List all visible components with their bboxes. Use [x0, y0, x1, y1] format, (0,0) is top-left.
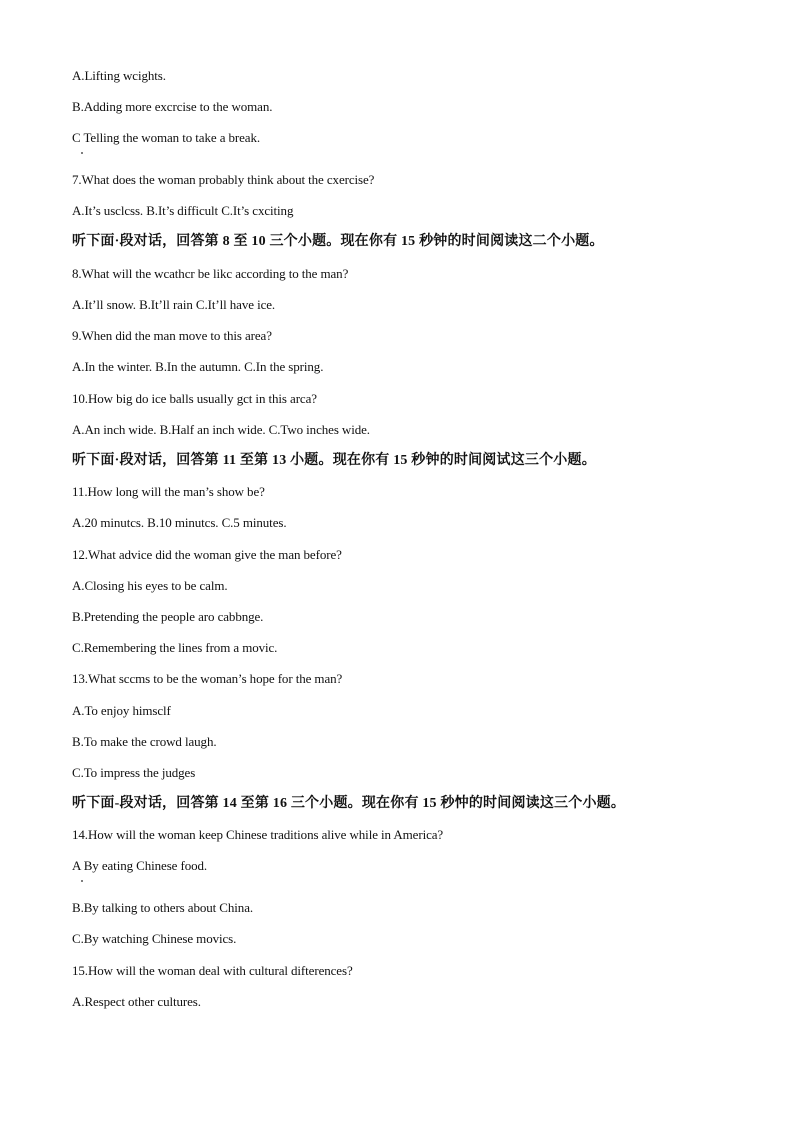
option-15a: A.Respect other cultures.	[72, 994, 201, 1009]
section-heading-11-13: 听下面·段对话，回答第 11 至第 13 小题。现在你有 15 秒钟的时间阅试这三个小题。	[72, 453, 596, 468]
scan-speck	[81, 152, 83, 154]
question-7: 7.What does the woman probably think about the cxercise?	[72, 172, 375, 187]
option-12b: B.Pretending the people aro cabbnge.	[72, 609, 264, 624]
section-heading-8-10: 听下面·段对话，回答第 8 至 10 三个小题。现在你有 15 秒钟的时间阅读这二个小题。	[72, 234, 604, 249]
section-heading-14-16: 听下面-段对话，回答第 14 至第 16 三个小题。现在你有 15 秒忡的时间阅读这三个小题。	[72, 796, 626, 811]
question-15: 15.How will the woman deal with cultural difterences?	[72, 963, 353, 978]
option-13c: C.To impress the judges	[72, 765, 196, 780]
question-9: 9.When did the man move to this area?	[72, 328, 272, 343]
scan-speck	[81, 880, 83, 882]
question-11: 11.How long will the man’s show be?	[72, 484, 265, 499]
option-14b: B.By talking to others about China.	[72, 900, 254, 915]
option-14a: A By eating Chinese food.	[72, 858, 208, 873]
options-7: A.It’s usclcss. B.It’s difficult C.It’s cxciting	[72, 203, 294, 218]
options-9: A.In the winter. B.In the autumn. C.In the spring.	[72, 359, 324, 374]
options-11: A.20 minutcs. B.10 minutcs. C.5 minutes.	[72, 515, 287, 530]
question-10: 10.How big do ice balls usually gct in this arca?	[72, 391, 317, 406]
options-8: A.It’ll snow. B.It’ll rain C.It’ll have ice.	[72, 297, 276, 312]
option-13b: B.To make the crowd laugh.	[72, 734, 217, 749]
option-6a: A.Lifting wcights.	[72, 68, 166, 83]
question-12: 12.What advice did the woman give the man before?	[72, 547, 342, 562]
question-14: 14.How will the woman keep Chinese traditions alive while in America?	[72, 827, 444, 842]
question-8: 8.What will the wcathcr be likc according to the man?	[72, 266, 349, 281]
option-12c: C.Remembering the lines from a movic.	[72, 640, 278, 655]
option-14c: C.By watching Chinese movics.	[72, 931, 237, 946]
options-10: A.An inch wide. B.Half an inch wide. C.Two inches wide.	[72, 422, 370, 437]
option-12a: A.Closing his eyes to be calm.	[72, 578, 228, 593]
question-13: 13.What sccms to be the woman’s hope for the man?	[72, 671, 343, 686]
option-6b: B.Adding more excrcise to the woman.	[72, 99, 273, 114]
option-13a: A.To enjoy himsclf	[72, 703, 171, 718]
option-6c: C Telling the woman to take a break.	[72, 130, 261, 145]
